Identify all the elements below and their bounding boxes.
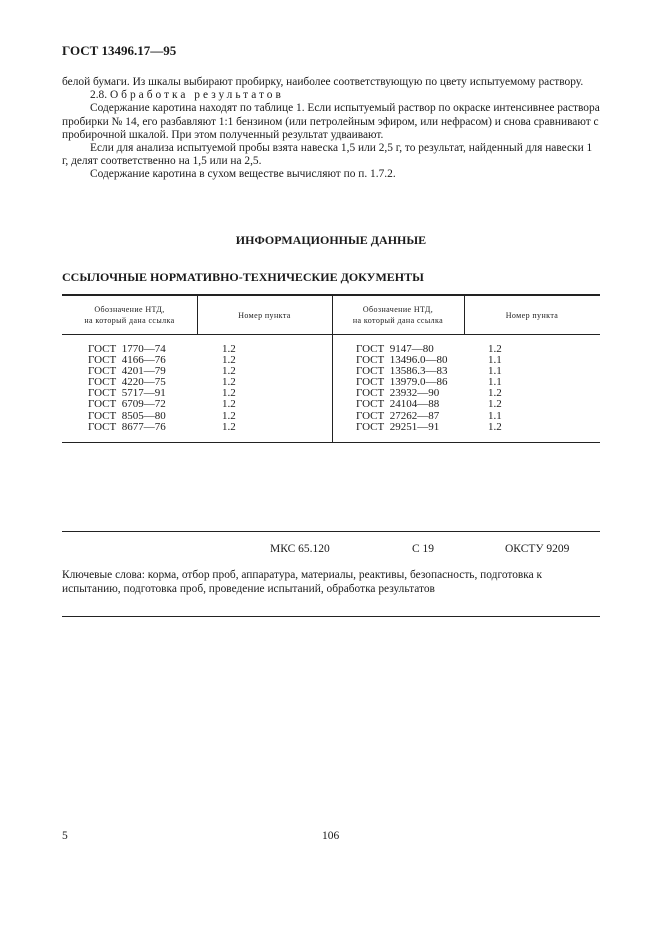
table-cell: 1.1 [488,365,502,378]
table-row: ГОСТ 8677—76 [88,420,166,433]
table-cell: 1.2 [222,376,236,389]
table-cell: 1.1 [488,409,502,422]
header-item-right: Номер пункта [505,311,559,320]
table-cell: 1.2 [488,343,502,355]
table-cell: 1.2 [222,398,236,411]
okstu-code: ОКСТУ 9209 [505,543,570,555]
info-title: ИНФОРМАЦИОННЫЕ ДАННЫЕ [235,233,427,247]
right-item-column [488,344,502,433]
left-item-column [222,344,236,433]
c-code: С 19 [412,543,435,555]
body-text [62,76,600,182]
table-row: ГОСТ 24104—88 [356,398,440,411]
table-row: ГОСТ 27262—87 [356,409,440,422]
table-row: ГОСТ 4220—75 [88,376,166,389]
table-cell: 1.2 [488,398,502,411]
table-cell: 1.1 [488,376,502,389]
paragraph-3: Если для анализа испытуемой пробы взята навеска 1,5 или 2,5 г, то результат, найденный для навески 1 г, делят соответственно на 1,5 или на 2,5. [62,142,593,168]
document-header: ГОСТ 13496.17—95 [62,43,177,58]
header-divider [62,334,600,335]
table-cell: 1.2 [222,387,236,400]
table-cell: 1.2 [222,365,236,378]
keywords: Ключевые слова: корма, отбор проб, аппаратура, материалы, реактивы, безопасность, подготовка к испытанию, подготовка проб, проведение испытаний, обработка результатов [62,569,543,595]
left-doc-column [88,344,166,433]
references-table [62,294,600,443]
table-cell: 1.2 [222,420,236,433]
table-row: ГОСТ 8505—80 [88,409,166,422]
header-item-left: Номер пункта [238,311,291,320]
table-row: ГОСТ 29251—91 [356,420,440,433]
page-number: 106 [322,830,340,842]
section-number: 2.8. [90,89,108,102]
table-row: ГОСТ 5717—91 [88,387,166,400]
table-row: ГОСТ 13496.0—80 [356,354,448,367]
table-cell: 1.1 [488,354,502,367]
table-row: ГОСТ 23932—90 [356,387,440,400]
table-title: ССЫЛОЧНЫЕ НОРМАТИВНО-ТЕХНИЧЕСКИЕ ДОКУМЕНТЫ [62,270,424,284]
table-cell: 1.2 [488,387,502,400]
table-cell: 1.2 [222,343,236,355]
table-row: ГОСТ 4166—76 [88,354,166,367]
table-cell: 1.2 [222,409,236,422]
paragraph-4: Содержание каротина в сухом веществе вычисляют по п. 1.7.2. [90,168,396,181]
table-row: ГОСТ 1770—74 [88,343,166,355]
table-row: ГОСТ 6709—72 [88,398,166,411]
divider-top [62,531,600,532]
table-row: ГОСТ 4201—79 [88,365,166,378]
footer-left-number: 5 [62,830,68,842]
divider-bottom [62,616,600,617]
paragraph-1: белой бумаги. Из шкалы выбирают пробирку, наиболее соответствующую по цвету испытуемому раствору. [62,76,584,88]
table-row: ГОСТ 13586.3—83 [356,365,448,378]
table-row: ГОСТ 9147—80 [356,343,434,355]
section-name: Обработка результатов [109,89,284,102]
section-heading [62,89,600,102]
header-designation-left: Обозначение НТД, на который дана ссылка [84,305,175,325]
right-doc-column [356,344,447,433]
mks-code: МКС 65.120 [270,543,330,555]
header-designation-right: Обозначение НТД, на который дана ссылка [352,305,444,325]
table-cell: 1.2 [488,420,502,433]
paragraph-2: Содержание каротина находят по таблице 1. Если испытуемый раствор по окраске интенсивнее раствора пробирки № 14, его разбавляют 1:1 бензином (или петролейным эфиром, или нефрасом) и снова сравнивают с пробирочной шкалой. При этом полученный результат удваивают. [62,102,600,141]
table-row: ГОСТ 13979.0—86 [356,376,448,389]
table-cell: 1.2 [222,354,236,367]
